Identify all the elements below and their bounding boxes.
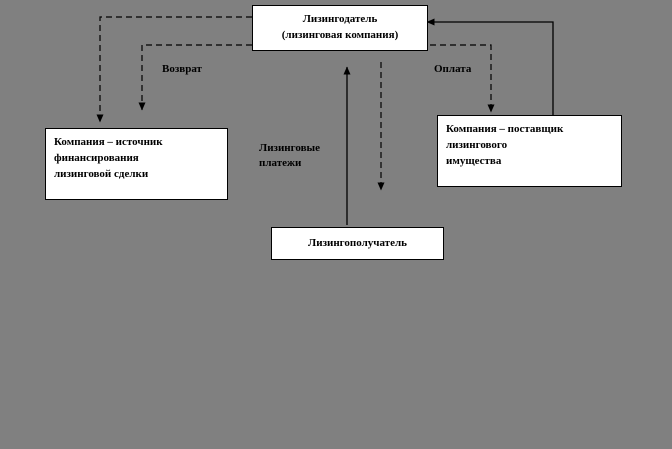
node-financing-source-line-2: финансирования bbox=[54, 151, 139, 164]
node-lessor-line-1: Лизингодатель bbox=[302, 13, 378, 26]
node-supplier[interactable] bbox=[437, 115, 622, 187]
node-supplier-line-2: лизингового bbox=[446, 138, 508, 151]
node-financing-source-line-1: Компания – источник bbox=[54, 136, 163, 148]
edge-label-lease-payments: Лизинговые платежи bbox=[259, 142, 320, 169]
node-supplier-line-1: Компания – поставщик bbox=[446, 123, 564, 135]
node-lessor[interactable] bbox=[252, 5, 428, 51]
node-lessor-line-2: (лизинговая компания) bbox=[281, 29, 399, 41]
node-lessee-line-1: Лизингополучатель bbox=[308, 236, 407, 249]
edge-label-payment: Оплата bbox=[434, 63, 472, 75]
edge-label-return: Возврат bbox=[162, 63, 202, 75]
node-financing-source-line-3: лизинговой сделки bbox=[54, 167, 149, 180]
node-lessee[interactable] bbox=[271, 227, 444, 260]
node-financing-source[interactable] bbox=[45, 128, 228, 200]
node-supplier-line-3: имущества bbox=[446, 154, 502, 167]
